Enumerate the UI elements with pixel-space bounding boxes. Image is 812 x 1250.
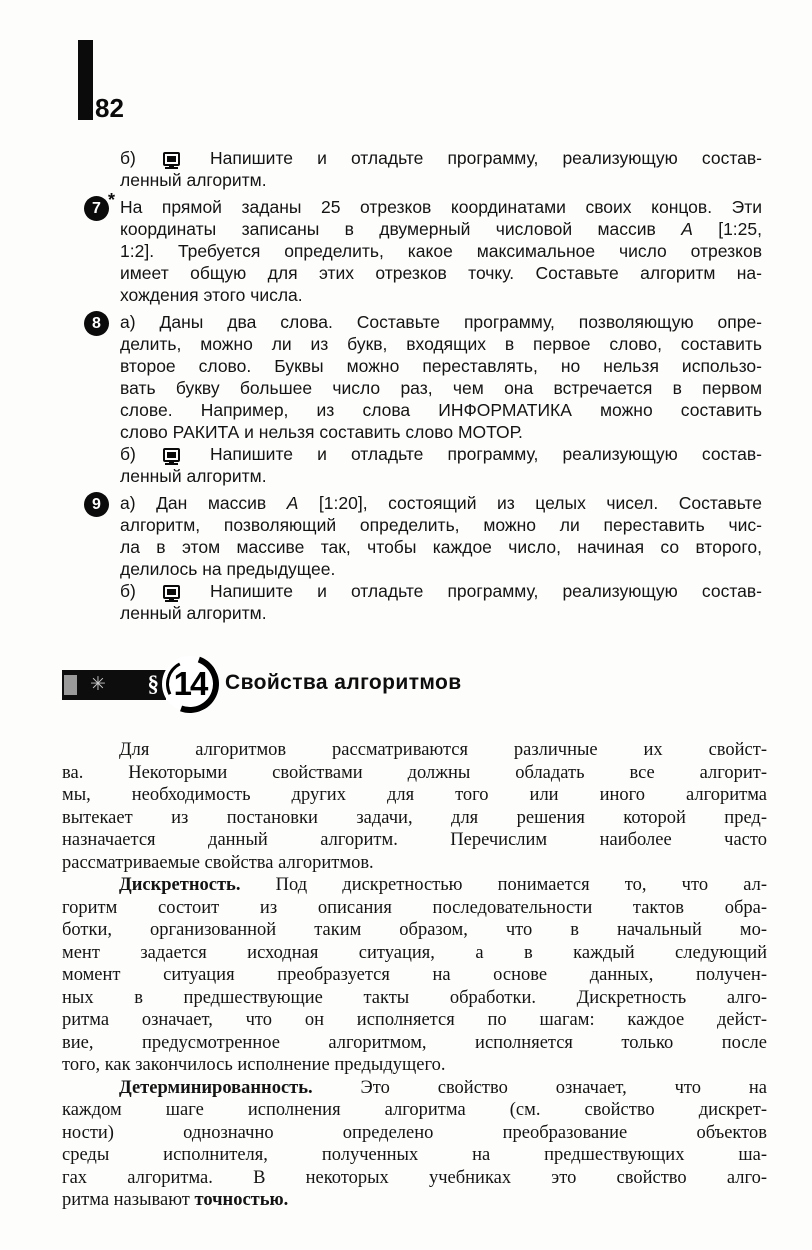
text-line: координаты записаны в двумерный числовой массив A [1:25, [120, 219, 762, 239]
section-body [62, 739, 767, 1212]
text-line: горитм состоит из описания последовательности тактов обра- [62, 897, 767, 918]
item-number: 8 [92, 315, 101, 332]
section-banner-art-icon [62, 670, 134, 700]
item-number-badge [84, 311, 109, 336]
text-line: вие, предусмотренное алгоритмом, исполняется только после [62, 1032, 767, 1053]
item-text-b [120, 580, 762, 624]
item-number-badge [84, 190, 116, 221]
item-text-a [120, 492, 762, 580]
paragraph-discreteness [62, 874, 767, 1077]
text-line: вытекает из постановки задачи, для решения которой пред- [62, 807, 767, 828]
text-line: Дискретность. Под дискретностью понимается то, что ал- [119, 875, 767, 895]
text-line: среды исполнителя, полученных на предшествующих ша- [62, 1145, 767, 1165]
page-number: 82 [95, 93, 124, 123]
paragraph-intro [62, 739, 767, 874]
text-line: б) Напишите и отладьте программу, реализующую состав- [120, 148, 762, 168]
text-line: алгоритм, позволяющий определить, можно ли переставить чис- [120, 515, 762, 535]
computer-icon [163, 152, 180, 166]
text-line: делилось на предыдущее. [120, 559, 336, 579]
section-banner [62, 670, 166, 700]
item-text-a [120, 311, 762, 443]
paragraph-sign: § [147, 671, 159, 696]
text-line: б) Напишите и отладьте программу, реализующую состав- [120, 444, 762, 464]
text-line: слове. Например, из слова ИНФОРМАТИКА можно составить [120, 400, 762, 420]
item-text [120, 196, 762, 306]
item-number: 7 [92, 200, 101, 217]
text-line: ленный алгоритм. [120, 603, 267, 623]
exercise-item-9 [0, 492, 812, 624]
text-line: гах алгоритма. В некоторых учебниках это свойство алго- [62, 1167, 767, 1188]
text-line: хождения этого числа. [120, 285, 303, 305]
section-header [58, 656, 770, 720]
text-line: ва. Некоторыми свойствами должны обладать все алгорит- [62, 762, 767, 783]
text-line: Для алгоритмов рассматриваются различные их свойст- [119, 740, 767, 760]
section-number-circle [162, 656, 218, 712]
paragraph-determinism [62, 1077, 767, 1212]
item-text [120, 147, 762, 191]
item-text-b [120, 443, 762, 487]
item-number: 9 [92, 496, 101, 513]
text-line: вать букву большее число раз, чем она встречается в первом [120, 378, 762, 398]
text-line: ритма означает, что он исполняется по шагам: каждое дейст- [62, 1010, 767, 1030]
computer-icon [163, 448, 180, 462]
exercise-item-8 [0, 311, 812, 487]
text-line: ности) однозначно определено преобразование объектов [62, 1122, 767, 1143]
text-line: момент ситуация преобразуется на основе данных, получен- [62, 965, 767, 985]
exercise-item-continuation [0, 147, 812, 191]
item-number-badge [84, 492, 109, 517]
item-star: * [108, 190, 116, 210]
text-line: ботки, организованной таким образом, что в начальный мо- [62, 920, 767, 940]
text-line: а) Дан массив A [1:20], состоящий из целых чисел. Составьте [120, 493, 762, 513]
margin-bar [78, 40, 93, 120]
text-line: мент задается исходная ситуация, а в каждый следующий [62, 942, 767, 963]
text-line: рассматриваемые свойства алгоритмов. [62, 852, 374, 873]
text-line: того, как закончилось исполнение предыдущего. [62, 1055, 446, 1075]
text-line: второе слово. Буквы можно переставлять, но нельзя использо- [120, 356, 762, 376]
text-line: имеет общую для этих отрезков точку. Составьте алгоритм на- [120, 263, 762, 283]
text-line: а) Даны два слова. Составьте программу, позволяющую опре- [120, 312, 762, 332]
text-line: ла в этом массиве так, чтобы каждое число, начиная со второго, [120, 537, 762, 557]
section-title: Свойства алгоритмов [225, 671, 462, 694]
section-number: 14 [173, 665, 207, 702]
text-line: каждом шаге исполнения алгоритма (см. свойство дискрет- [62, 1100, 767, 1120]
text-line: 1:2]. Требуется определить, какое максимальное число отрезков [120, 241, 762, 261]
text-line: ных в предшествующие такты обработки. Дискретность алго- [62, 987, 767, 1008]
exercise-item-7 [0, 190, 812, 306]
text-line: ленный алгоритм. [120, 466, 267, 486]
text-line: назначается данный алгоритм. Перечислим наиболее часто [62, 830, 767, 850]
computer-icon [163, 585, 180, 599]
text-line: Детерминированность. Это свойство означает, что на [119, 1077, 767, 1098]
text-line: ленный алгоритм. [120, 170, 267, 190]
text-line: делить, можно ли из букв, входящих в первое слово, составить [120, 334, 762, 354]
text-line: б) Напишите и отладьте программу, реализующую состав- [120, 581, 762, 601]
text-line: ритма называют точностью. [62, 1190, 289, 1210]
text-line: На прямой заданы 25 отрезков координатами своих концов. Эти [120, 197, 762, 217]
text-line: мы, необходимость других для того или иного алгоритма [62, 785, 767, 805]
text-line: слово РАКИТА и нельзя составить слово МОТОР. [120, 422, 523, 442]
exercises-list [0, 147, 812, 629]
